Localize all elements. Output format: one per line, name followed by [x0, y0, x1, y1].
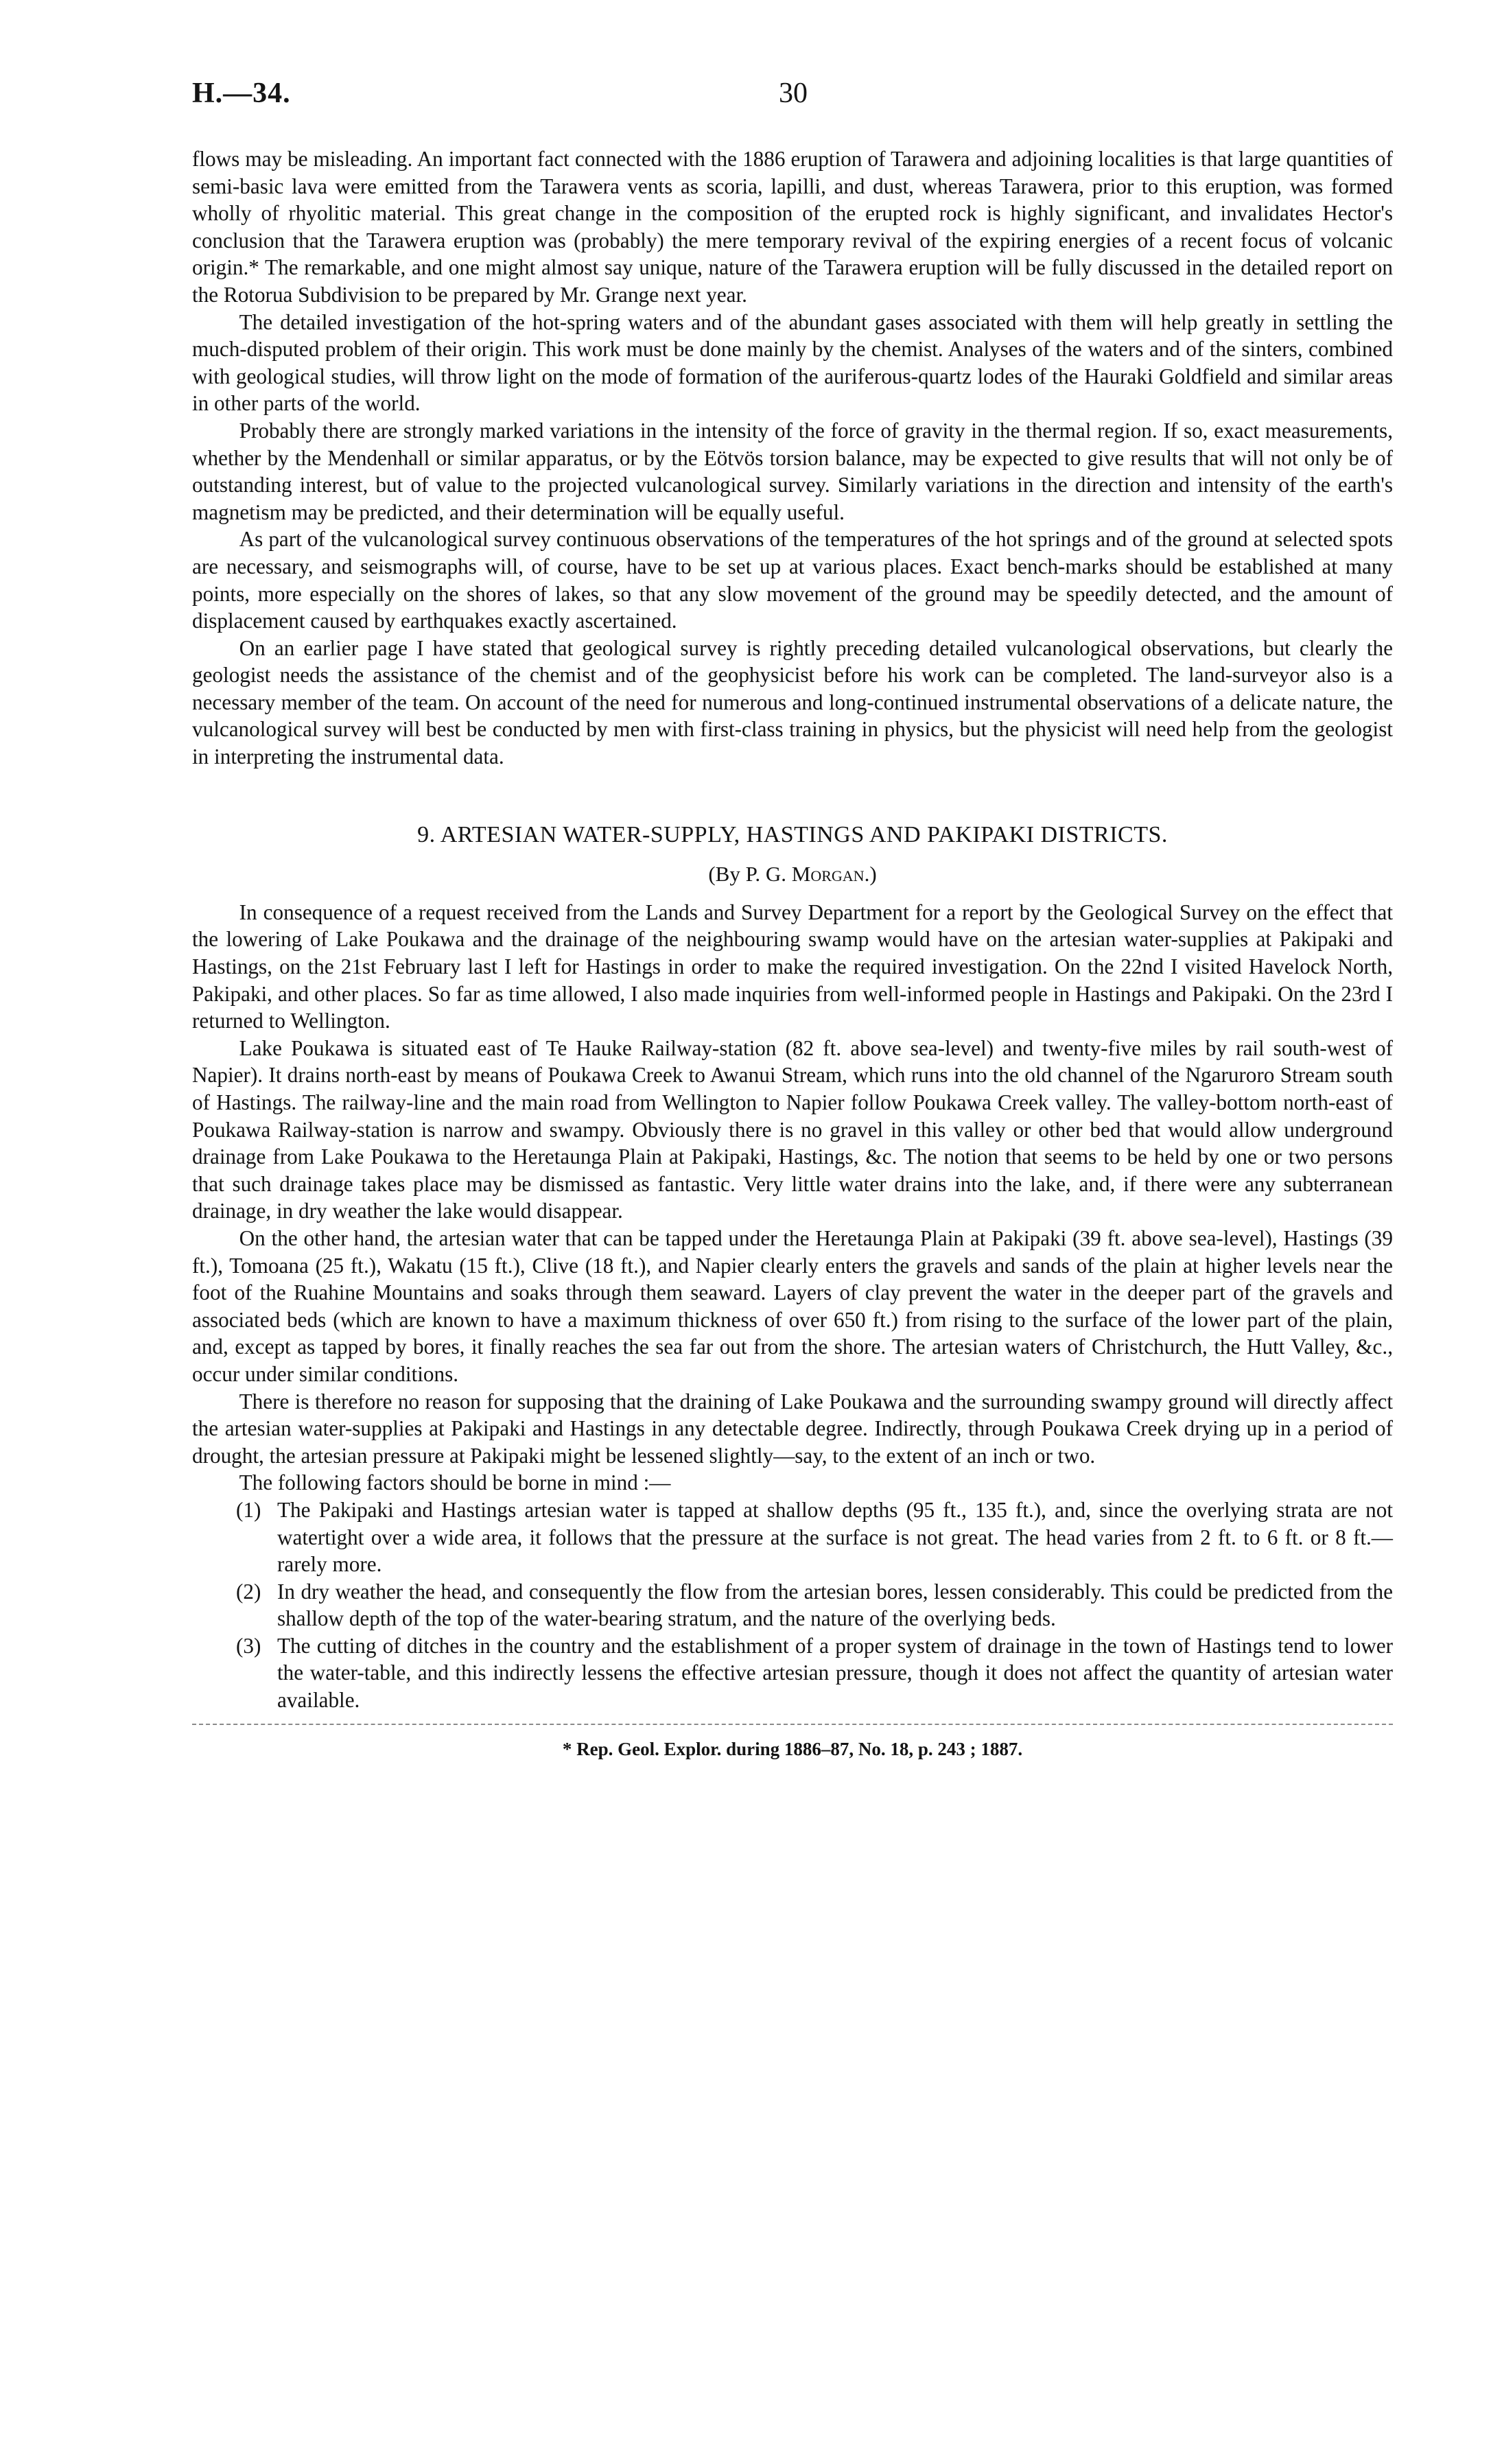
- section-paragraph: Lake Poukawa is situated east of Te Hauke Railway-station (82 ft. above sea-level) and twenty-five miles by rail south-west of Napier). It drains north-east by means of Poukawa Creek to Awanui Stream, which runs into the old channel of the Ngaruroro Stream south of Hastings. The railway-line and the main road from Wellington to Napier follow Poukawa Creek valley. The valley-bottom north-east of Poukawa Railway-station is narrow and swampy. Obviously there is no gravel in this valley or other bed that would allow underground drainage from Lake Poukawa to the Heretaunga Plain at Pakipaki, Hastings, &c. The notion that seems to be held by one or two persons that such drainage takes place may be dismissed as fantastic. Very little water drains into the lake, and, if there were any subterranean drainage, in dry weather the lake would disappear.: [192, 1035, 1393, 1223]
- factor-number: (2): [236, 1579, 261, 1604]
- byline-author: Morgan: [791, 862, 865, 887]
- page-number: 30: [779, 78, 808, 109]
- factor-item: [192, 1497, 1393, 1578]
- report-reference: H.—34.: [192, 78, 291, 109]
- body-paragraph: The detailed investigation of the hot-spring waters and of the abundant gases associated with them will help greatly in settling the much-disputed problem of their origin. This work must be done mainly by the chemist. Analyses of the waters and of the sinters, combined with geological studies, will throw light on the mode of formation of the auriferous-quartz lodes of the Hauraki Goldfield and similar areas in other parts of the world.: [192, 309, 1393, 416]
- section-paragraph: On the other hand, the artesian water that can be tapped under the Heretaunga Plain at Pakipaki (39 ft. above sea-level), Hastings (39 ft.), Tomoana (25 ft.), Wakatu (15 ft.), Clive (18 ft.), and Napier clearly enters the gravels and sands of the plain at higher levels near the foot of the Ruahine Mountains and soaks through them seaward. Layers of clay prevent the water in the deeper part of the gravels and associated beds (which are known to have a maximum thickness of over 650 ft.) from rising to the surface of the lower part of the plain, and, except as tapped by bores, it finally reaches the sea far out from the shore. The artesian waters of Christchurch, the Hutt Valley, &c., occur under similar conditions.: [192, 1225, 1393, 1386]
- footnote-divider: [192, 1724, 1393, 1725]
- factor-item: [192, 1632, 1393, 1714]
- factor-number: (3): [236, 1633, 261, 1658]
- page-body: [192, 145, 1393, 1763]
- body-paragraph: On an earlier page I have stated that geological survey is rightly preceding detailed vulcanological observations, but clearly the geologist needs the assistance of the chemist and of the geophysicist before his work can be completed. The land-surveyor also is a necessary member of the team. On account of the need for numerous and long-continued instrumental observations of a delicate nature, the vulcanological survey will best be conducted by men with first-class training in physics, but the physicist will need help from the geologist in interpreting the instrumental data.: [192, 635, 1393, 769]
- section-paragraph: In consequence of a request received from the Lands and Survey Department for a report by the Geological Survey on the effect that the lowering of Lake Poukawa and the drainage of the neighbouring swamp would have on the artesian water-supplies at Pakipaki and Hastings, on the 21st February last I left for Hastings in order to make the required investigation. On the 22nd I visited Havelock North, Pakipaki, and other places. So far as time allowed, I also made inquiries from well-informed people in Hastings and Pakipaki. On the 23rd I returned to Wellington.: [192, 900, 1393, 1033]
- factors-list: [192, 1497, 1393, 1714]
- body-paragraph: Probably there are strongly marked variations in the intensity of the force of gravity in the thermal region. If so, exact measurements, whether by the Mendenhall or similar apparatus, or by the Eötvös torsion balance, may be expected to give results that will not only be of outstanding interest, but of value to the projected vulcanological survey. Similarly variations in the direction and intensity of the earth's magnetism may be predicted, and their determination will be equally useful.: [192, 418, 1393, 524]
- factor-text: The cutting of ditches in the country and the establishment of a proper system of drainage in the town of Hastings tend to lower the water-table, and this indirectly lessens the effective artesian pressure, though it does not affect the quantity of artesian water available.: [277, 1633, 1393, 1713]
- section-title: 9. ARTESIAN WATER-SUPPLY, HASTINGS AND PAKIPAKI DISTRICTS.: [417, 821, 1168, 847]
- body-paragraph: As part of the vulcanological survey continuous observations of the temperatures of the hot springs and of the ground at selected spots are necessary, and seismographs will, of course, have to be set up at various places. Exact bench-marks should be established at many points, more especially on the shores of lakes, so that any slow movement of the ground may be speedily detected, and the amount of displacement caused by earthquakes exactly ascertained.: [192, 527, 1393, 633]
- byline-suffix: .): [864, 862, 877, 887]
- footnote: * Rep. Geol. Explor. during 1886–87, No. 18, p. 243 ; 1887.: [562, 1738, 1023, 1759]
- section-paragraph: The following factors should be borne in mind :—: [239, 1470, 671, 1495]
- page-header: [192, 77, 1393, 118]
- section-paragraph: There is therefore no reason for supposing that the draining of Lake Poukawa and the surrounding swampy ground will directly affect the artesian water-supplies at Pakipaki and Hastings in any detectable degree. Indirectly, through Poukawa Creek drying up in a period of drought, the artesian pressure at Pakipaki might be lessened slightly—say, to the extent of an inch or two.: [192, 1389, 1393, 1468]
- factor-text: In dry weather the head, and consequently the flow from the artesian bores, lessen considerably. This could be predicted from the shallow depth of the top of the water-bearing stratum, and the nature of the overlying beds.: [277, 1579, 1393, 1631]
- factor-item: [192, 1578, 1393, 1632]
- body-paragraph: flows may be misleading. An important fact connected with the 1886 eruption of Tarawera and adjoining localities is that large quantities of semi-basic lava were emitted from the Tarawera vents as scoria, lapilli, and dust, whereas Tarawera, prior to this eruption, was formed wholly of rhyolitic material. This great change in the composition of the erupted rock is highly significant, and invalidates Hector's conclusion that the Tarawera eruption was (probably) the mere temporary revival of the expiring energies of a recent focus of volcanic origin.* The remarkable, and one might almost say unique, nature of the Tarawera eruption will be fully discussed in the detailed report on the Rotorua Subdivision to be prepared by Mr. Grange next year.: [192, 147, 1393, 307]
- factor-text: The Pakipaki and Hastings artesian water is tapped at shallow depths (95 ft., 135 ft.), and, since the overlying strata are not watertight over a wide area, it follows that the pressure at the surface is not great. The head varies from 2 ft. to 6 ft. or 8 ft.—rarely more.: [277, 1497, 1393, 1577]
- section-byline: [192, 860, 1393, 888]
- byline-prefix: (By P. G.: [708, 862, 792, 887]
- factor-number: (1): [236, 1497, 261, 1522]
